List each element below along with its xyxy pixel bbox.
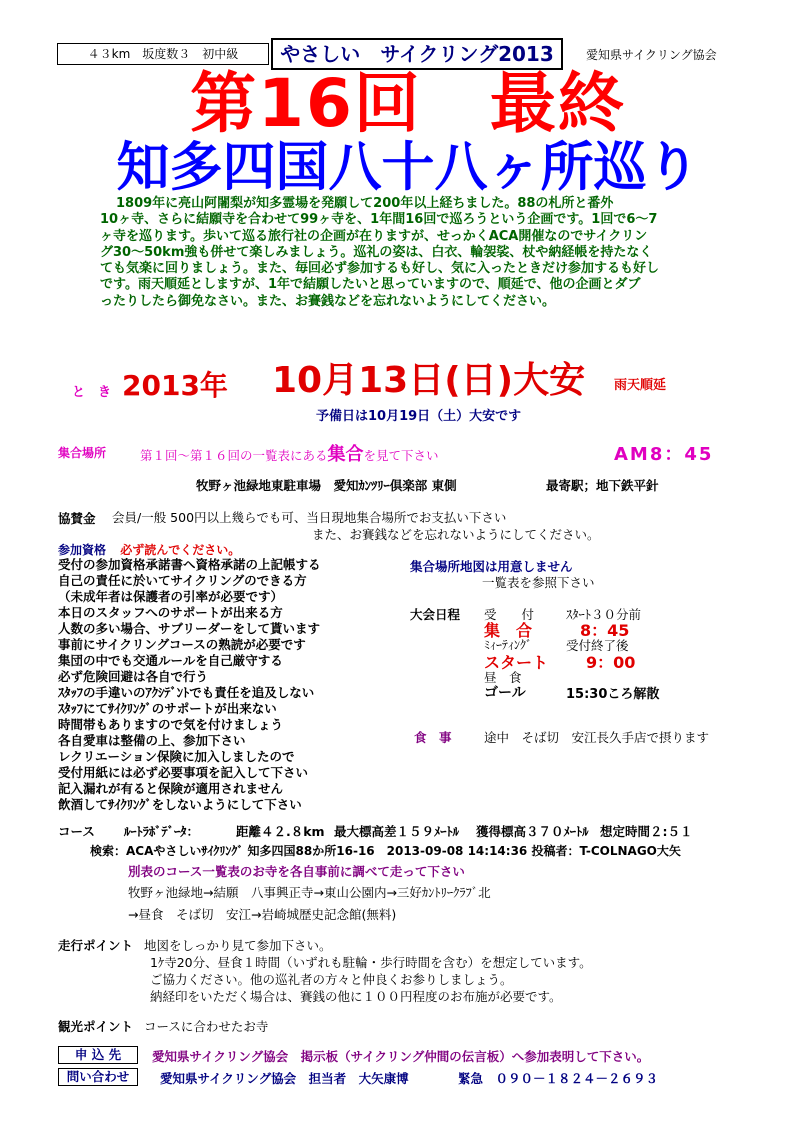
points-line: 地図をしっかり見て参加下さい。 [144, 938, 332, 953]
qualification-item: 本日のスタッフへのサポートが出来る方 [58, 605, 283, 620]
qualification-item: ｽﾀｯﾌの手違いのｱｸｼﾃﾞﾝﾄでも責任を追及しない [58, 685, 315, 700]
course-spec: ４３km 坂度数３ 初中級 [87, 47, 239, 61]
qualification-item: 飲酒してｻｲｸﾘﾝｸﾞをしないようにして下さい [58, 797, 302, 812]
meal-label: 食 事 [414, 730, 452, 745]
date-label: と き [72, 385, 112, 400]
qualification-item: 受付用紙には必ず必要事項を記入して下さい [58, 765, 309, 780]
intro-paragraph [100, 196, 659, 310]
points-line: 1ｹ寺20分、昼食１時間（いずれも駐輪・歩行時間を含む）を想定しています。 [150, 955, 592, 970]
organizer: 愛知県サイクリング協会 [586, 48, 717, 62]
sightseeing-text: コースに合わせたお寺 [144, 1019, 269, 1034]
course-note: 別表のコース一覧表のお寺を各自事前に調べて走って下さい [128, 864, 465, 879]
date-rain: 雨天順延 [614, 378, 667, 393]
sightseeing-label: 観光ポイント [58, 1019, 134, 1034]
meeting-time: AM8：45 [614, 444, 714, 465]
qualification-list [58, 557, 321, 813]
qualification-item: 受付の参加資格承諾書へ資格承諾の上記帳する [58, 557, 321, 572]
qualification-item: 集団の中でも交通ルールを自己厳守する [58, 653, 283, 668]
schedule-gather: 集 合 [484, 621, 533, 640]
qualification-item: （未成年者は保護者の引率が必要です） [58, 589, 284, 604]
qualification-item: 自己の責任に於いてサイクリングのできる方 [58, 573, 307, 588]
map-note-text: 一覧表を参照下さい [482, 575, 595, 590]
date-year: 2013年 [122, 369, 228, 402]
qualification-item: 各自愛車は整備の上、参加下さい [58, 733, 246, 748]
intro-line: ても気楽に回りましょう。また、毎回必ず参加するも好し、気に入ったときだけ参加するも好し [100, 261, 660, 277]
qualification-item: レクリエーション保険に加入しましたので [58, 749, 295, 764]
apply-label: 申 込 先 [74, 1047, 122, 1062]
course-route-label: ﾙｰﾄﾗﾎﾞﾃﾞｰﾀ： [124, 824, 200, 839]
schedule-goal: ゴール [484, 685, 526, 701]
date-day: 10月13日(日)大安 [272, 360, 586, 401]
apply-text: 愛知県サイクリング協会 掲示板（サイクリング仲間の伝言板）へ参加表明して下さい。 [152, 1049, 650, 1064]
meeting-text-after: を見て下さい [363, 448, 439, 463]
schedule-reception-note: ｽﾀｰﾄ３０分前 [566, 607, 642, 622]
points-line: 納経印をいただく場合は、賽銭の他に１００円程度のお布施が必要です。 [150, 989, 562, 1004]
meeting-place: 牧野ヶ池緑地東駐車場 愛知ｶﾝﾂﾘｰ倶楽部 東側 [196, 478, 457, 493]
qualification-item: 事前にサイクリングコースの熟読が必要です [58, 637, 306, 652]
schedule-label: 大会日程 [410, 607, 461, 622]
contact-text: 愛知県サイクリング協会 担当者 大矢康博 [160, 1071, 409, 1086]
intro-line: 10ヶ寺、さらに結願寺を合わせて99ヶ寺を、1年間16回で巡ろうという企画です。1回で6～7 [100, 212, 658, 228]
course-route2: →昼食 そば切 安江→岩崎城歴史記念館(無料) [128, 907, 397, 922]
date-backup: 予備日は10月19日（土）大安です [316, 409, 522, 424]
schedule-meeting-note: 受付終了後 [566, 638, 629, 653]
intro-line: グ30～50km強も併せて楽しみましょう。巡礼の姿は、白衣、輪袈裟、杖や納経帳を持たなく [100, 244, 653, 260]
series-title: やさしい サイクリング2013 [280, 42, 554, 66]
course-max-elev: 最大標高差１５９ﾒｰﾄﾙ [334, 824, 460, 839]
intro-line: です。雨天順延としますが、1年で結願したいと思っていますので、順延で、他の企画とダブ [100, 277, 641, 293]
contact-label-box [58, 1068, 138, 1086]
course-time: 想定時間２:５１ [600, 824, 693, 839]
intro-line: 1809年に亮山阿闍梨が知多霊場を発願して200年以上経ちました。88の札所と番外 [116, 196, 614, 211]
intro-line: ったりしたら御免なさい。また、お賽銭などを忘れないようにしてください。 [100, 293, 556, 309]
meeting-station: 最寄駅；地下鉄平針 [546, 478, 659, 493]
course-route1: 牧野ヶ池緑地→結願 八事興正寺→東山公園内→三好ｶﾝﾄﾘｰｸﾗﾌﾞ北 [128, 885, 491, 900]
meeting-text-before: 第１回～第１６回の一覧表にある [140, 448, 328, 463]
schedule-start-time: 9：00 [586, 653, 636, 672]
title-line2: 知多四国八十八ヶ所巡り [116, 137, 700, 198]
points-label: 走行ポイント [58, 938, 134, 953]
meeting-label: 集合場所 [58, 446, 107, 460]
contact-emergency: 緊急 ０９０－１８２４－２６９３ [458, 1071, 659, 1086]
fee-line1: 会員/一般 500円以上幾らでも可、当日現地集合場所でお支払い下さい [112, 510, 507, 525]
schedule-meeting: ﾐｨｰﾃｨﾝｸﾞ [484, 638, 533, 652]
schedule-start: スタート [484, 653, 549, 672]
fee-label: 協賛金 [58, 511, 96, 526]
schedule-lunch: 昼 食 [484, 670, 522, 685]
course-spec-box [57, 43, 269, 65]
map-note-title: 集合場所地図は用意しません [410, 559, 573, 574]
qualification-item: 記入漏れが有ると保険が適用されません [58, 781, 284, 796]
contact-label: 問い合わせ [66, 1069, 130, 1084]
qualification-item: 時間帯もありますので気を付けましょう [58, 717, 284, 732]
course-gain: 獲得標高３７０ﾒｰﾄﾙ [476, 824, 589, 839]
title-line1: 第16回 最終 [190, 65, 626, 142]
meeting-text-emph: 集合 [327, 444, 364, 465]
fee-line2: また、お賽銭などを忘れないようにしてください。 [312, 527, 600, 542]
intro-line: ヶ寺を巡ります。歩いて巡る旅行社の企画が在りますが、せっかくACA開催なのでサイクリン [100, 228, 648, 244]
qualification-item: 必ず危険回避は各自で行う [58, 669, 209, 684]
qualification-item: ｽﾀｯﾌにてｻｲｸﾘﾝｸﾞのサポートが出来ない [58, 701, 277, 716]
qualification-header [58, 541, 240, 558]
meal-text: 途中 そば切 安江長久手店で摂ります [484, 730, 710, 745]
schedule-gather-time: 8：45 [580, 621, 630, 640]
schedule-reception: 受 付 [484, 607, 535, 622]
qualification-item: 人数の多い場合、サブリーダーをして貰います [58, 621, 321, 636]
apply-label-box [58, 1046, 138, 1064]
qualification-must: 必ず読んでください。 [120, 543, 241, 557]
course-label: コース [58, 824, 95, 839]
schedule-goal-time: 15:30ころ解散 [566, 687, 660, 702]
meeting-text [140, 440, 439, 466]
course-search: 検索：ACAやさしいｻｲｸﾘﾝｸﾞ 知多四国88か所16-16 2013-09-08 14:14:36 投稿者：T-COLNAGO大矢 [90, 844, 681, 858]
points-line: ご協力ください。他の巡礼者の方々と仲良くお参りしましょう。 [150, 972, 513, 987]
course-distance: 距離４２.８km [236, 824, 325, 839]
qualification-label: 参加資格 [58, 543, 107, 557]
